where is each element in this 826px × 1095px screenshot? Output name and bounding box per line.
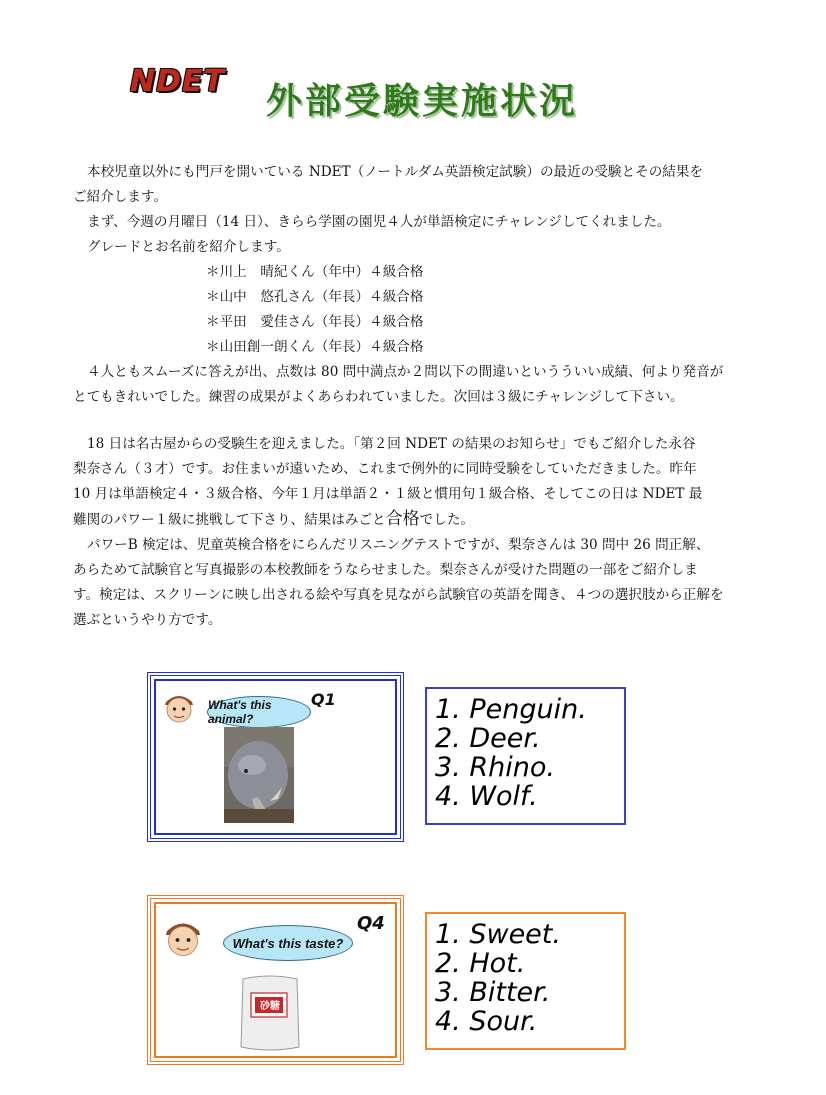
paragraph-line: グレードとお名前を紹介します。: [87, 239, 290, 255]
paragraph-line: す。検定は、スクリーンに映し出される絵や写真を見ながら試験官の英語を聞き、４つの選択肢から正解を: [73, 587, 724, 603]
paragraph-line: あらためて試験官と写真撮影の本校教師をうならせました。梨奈さんが受けた問題の一部をご紹介しま: [73, 562, 698, 578]
boy-face-icon: [162, 688, 196, 726]
choice-item: 4. Wolf.: [435, 781, 538, 812]
list-item: ＊山田創一朗くん（年長）４級合格: [206, 339, 424, 355]
list-item: ＊平田 愛佳さん（年長）４級合格: [206, 314, 424, 330]
speech-bubble: What's this animal?: [207, 696, 311, 728]
choice-item: 2. Deer.: [435, 723, 541, 754]
boy-face-icon: [162, 914, 204, 960]
choice-item: 4. Sour.: [435, 1006, 538, 1037]
speech-bubble: What's this taste?: [223, 925, 353, 961]
paragraph-line: まず、今週の月曜日（14 日）、きらら学園の園児４人が単語検定にチャレンジしてくれました。: [87, 214, 671, 230]
paragraph-line: 選ぶというやり方です。: [73, 612, 222, 628]
paragraph-line: [73, 507, 773, 533]
question-number: Q4: [357, 913, 385, 934]
article-body-2: [73, 432, 773, 633]
choice-item: 1. Sweet.: [435, 919, 561, 950]
paragraph-line: 18 日は名古屋からの受験生を迎えました。「第２回 NDET の結果のお知らせ」でもご紹介した永谷: [87, 436, 696, 452]
choice-item: 1. Penguin.: [435, 694, 587, 725]
sugar-label: 砂糖: [260, 1001, 280, 1012]
paragraph-line: とてもきれいでした。練習の成果がよくあらわれていました。次回は３級にチャレンジして下さい。: [73, 389, 684, 405]
paragraph-line: 10 月は単語検定４・３級合格、今年１月は単語２・１級と慣用句１級合格、そしてこの日は NDET 最: [73, 486, 703, 502]
text-span: でした。: [419, 512, 475, 528]
ndet-logo: NDET: [130, 64, 225, 99]
pass-emphasis: 合格: [385, 509, 420, 529]
paragraph-line: 本校児童以外にも門戸を開いている NDET（ノートルダム英語検定試験）の最近の受験とその結果を: [87, 164, 704, 180]
article-body: [73, 160, 773, 410]
choice-item: 3. Bitter.: [435, 977, 551, 1008]
question-number: Q1: [311, 690, 336, 709]
list-item: ＊川上 晴紀くん（年中）４級合格: [206, 264, 424, 280]
paragraph-line: パワーB 検定は、児童英検合格をにらんだリスニングテストですが、梨奈さんは 30 問中 26 問正解、: [87, 537, 710, 553]
paragraph-line: ４人ともスムーズに答えが出、点数は 80 問中満点か２問以下の間違いというういい成績、何より発音が: [87, 364, 724, 380]
paragraph-line: 梨奈さん（３才）です。お住まいが遠いため、これまで例外的に同時受験をしていただきました。昨年: [73, 461, 697, 477]
question-1-picture: [147, 672, 404, 842]
choice-item: 3. Rhino.: [435, 752, 555, 783]
list-item: ＊山中 悠孔さん（年長）４級合格: [206, 289, 424, 305]
choice-item: 2. Hot.: [435, 948, 526, 979]
question-4-choices: [425, 912, 626, 1050]
question-1-choices: [425, 687, 626, 825]
sugar-bag-image: [239, 973, 301, 1053]
text-span: 難関のパワー１級に挑戦して下さり、結果はみごと: [73, 512, 386, 528]
rhino-photo-image: [224, 727, 294, 823]
question-4-picture: [147, 895, 404, 1065]
page-title: 外部受験実施状況: [266, 80, 579, 122]
paragraph-line: ご紹介します。: [73, 189, 168, 205]
